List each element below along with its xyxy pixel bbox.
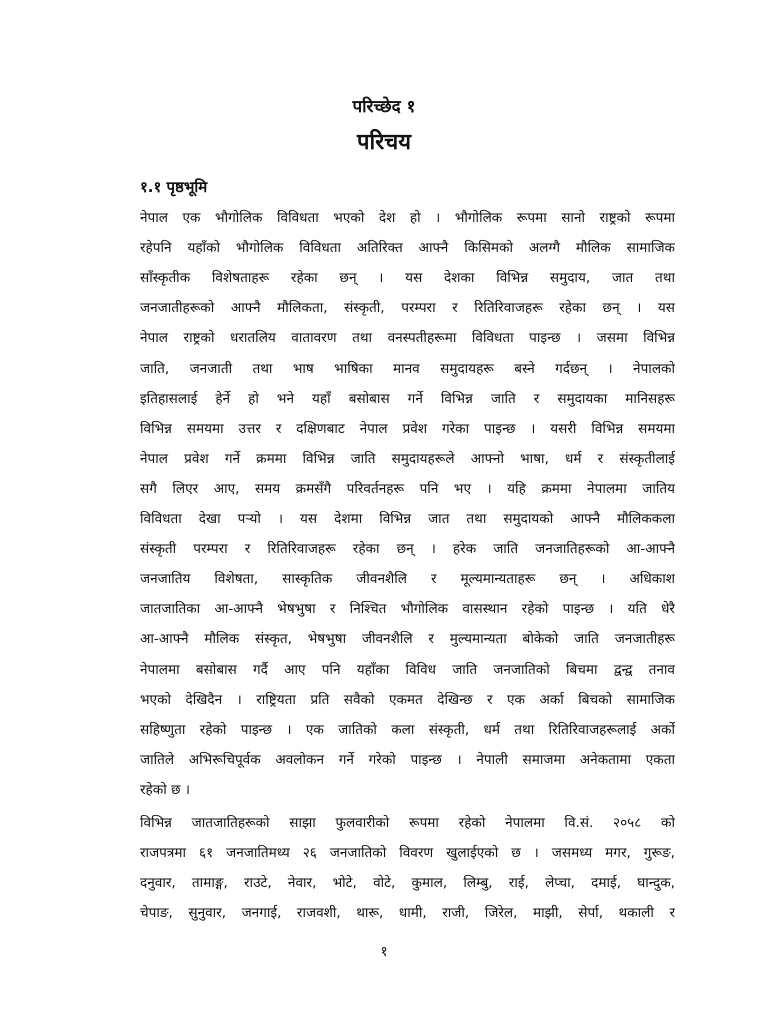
paragraph-2-line: राजपत्रमा ६१ जनजातिमध्य २६ जनजातिको विवरण खुलाईएको छ । जसमध्य मगर, गुरूङ, bbox=[140, 845, 675, 861]
paragraph-1-line: जातजातिका आ-आफ्नै भेषभुषा र निश्चित भौगोलिक वासस्थान रहेको पाइन्छ । यति धेरै bbox=[140, 601, 675, 617]
paragraph-1-line: भएको देखिदैन । राष्ट्रियता प्रति सवैको एकमत देखिन्छ र एक अर्का बिचको सामाजिक bbox=[140, 692, 675, 708]
section-heading: १.१ पृष्ठभूमि bbox=[140, 178, 208, 196]
paragraph-1-line: आ-आफ्नै मौलिक संस्कृत, भेषभुषा जीवनशैलि र मुल्यमान्यता बोकेको जाति जनजातीहरू bbox=[140, 631, 675, 647]
paragraph-1-line: नेपाल प्रवेश गर्ने क्रममा विभिन्न जाति समुदायहरूले आफ्नो भाषा, धर्म र संस्कृतीलाई bbox=[140, 451, 675, 467]
paragraph-1-line: विविधता देखा पर्‍यो । यस देशमा विभिन्न जात तथा समुदायको आफ्नै मौलिककला bbox=[140, 511, 675, 527]
paragraph-1-line: इतिहासलाई हेर्ने हो भने यहाँ बसोबास गर्ने विभिन्न जाति र समुदायका मानिसहरू bbox=[140, 391, 675, 407]
paragraph-1-line: साँस्कृतीक विशेषताहरू रहेका छन् । यस देशका विभिन्न समुदाय, जात तथा bbox=[140, 270, 675, 286]
chapter-number: परिच्छेद १ bbox=[352, 97, 416, 117]
paragraph-1-line: सहिष्णुता रहेको पाइन्छ । एक जातिको कला संस्कृती, धर्म तथा रितिरिवाजहरूलाई अर्को bbox=[140, 722, 675, 738]
paragraph-1-line: नेपाल राष्ट्रको धरातलिय वातावरण तथा वनस्पतीहरूमा विविधता पाइन्छ । जसमा विभिन्न bbox=[140, 330, 675, 346]
paragraph-1-line: जाति, जनजाती तथा भाष भाषिका मानव समुदायहरू बस्ने गर्दछन् । नेपालको bbox=[140, 361, 675, 377]
paragraph-1-line: सगै लिएर आए, समय क्रमसँगै परिवर्तनहरू पनि भए । यहि क्रममा नेपालमा जातिय bbox=[140, 481, 675, 497]
paragraph-1-line: संस्कृती परम्परा र रितिरिवाजहरू रहेका छन् । हरेक जाति जनजातिहरूको आ-आफ्नै bbox=[140, 541, 675, 557]
paragraph-2-line: विभिन्न जातजातिहरूको साझा फुलवारीको रूपमा रहेको नेपालमा वि.सं. २०५८ को bbox=[140, 815, 675, 831]
page-number: १ bbox=[380, 944, 388, 960]
paragraph-1-line: जनजातिय विशेषता, सास्कृतिक जीवनशैलि र मूल्यमान्यताहरू छन् । अधिकाश bbox=[140, 571, 675, 587]
paragraph-1-line: नेपाल एक भौगोलिक विविधता भएको देश हो । भौगोलिक रूपमा सानो राष्ट्रको रूपमा bbox=[140, 210, 675, 226]
paragraph-2-line: दनुवार, तामाङ्ग, राउटे, नेवार, भोटे, वोटे, कुमाल, लिम्बु, राई, लेप्चा, दमाई, घान्दुक, bbox=[140, 875, 675, 891]
paragraph-1-line: जातिले अभिरूचिपूर्वक अवलोकन गर्ने गरेको पाइन्छ । नेपाली समाजमा अनेकतामा एकता bbox=[140, 752, 675, 768]
paragraph-2-line: चेपाङ, सुनुवार, जनगाई, राजवशी, थारू, धामी, राजी, जिरेल, माझी, सेर्पा, थकाली र bbox=[140, 905, 675, 921]
paragraph-1-line: नेपालमा बसोबास गर्दै आए पनि यहाँका विविध जाति जनजातिको बिचमा द्वन्द्व तनाव bbox=[140, 662, 675, 678]
chapter-title: परिचय bbox=[357, 130, 411, 155]
paragraph-1-line: रहेको छ । bbox=[140, 782, 191, 798]
paragraph-1-line: रहेपनि यहाँको भौगोलिक विविधता अतिरिक्त आफ्नै किसिमको अलग्गै मौलिक सामाजिक bbox=[140, 240, 675, 256]
paragraph-1-line: जनजातीहरूको आफ्नै मौलिकता, संस्कृती, परम्परा र रितिरिवाजहरू रहेका छन् । यस bbox=[140, 300, 675, 316]
paragraph-1-line: विभिन्न समयमा उत्तर र दक्षिणबाट नेपाल प्रवेश गरेका पाइन्छ । यसरी विभिन्न समयमा bbox=[140, 421, 675, 437]
